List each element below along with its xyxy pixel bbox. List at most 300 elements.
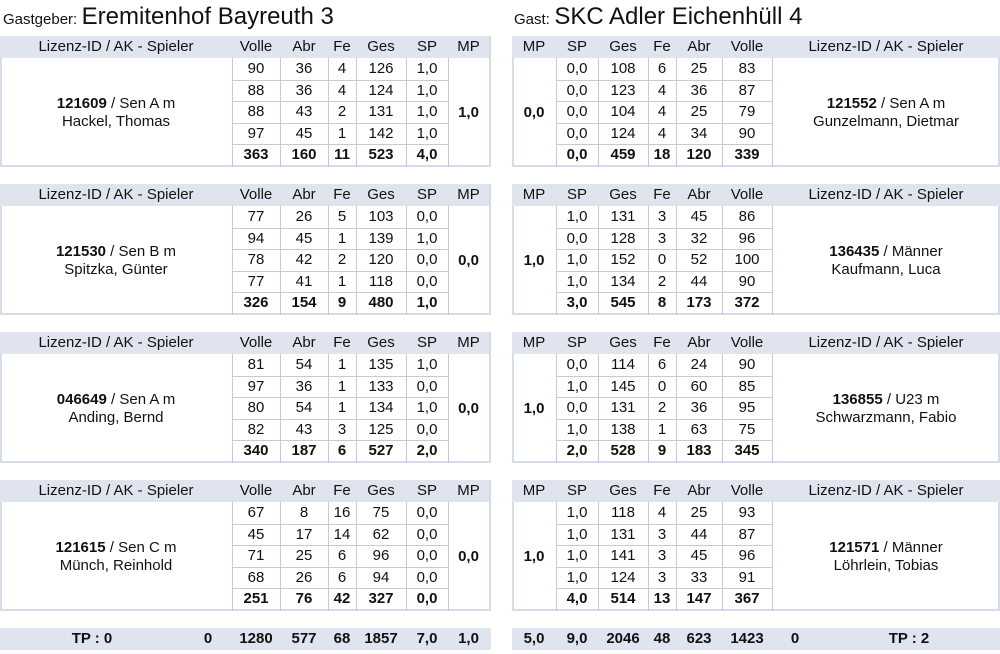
score-cell: 1,0 xyxy=(566,272,588,290)
total-cell: 8 xyxy=(657,294,667,312)
score-cell: 43 xyxy=(295,103,313,121)
column-header: Lizenz-ID / AK - Spieler xyxy=(0,36,232,58)
home-label: Gastgeber: xyxy=(3,11,78,28)
score-cell: 44 xyxy=(690,525,708,543)
home-total-sp: 7,0 xyxy=(416,630,438,647)
score-cell: 26 xyxy=(295,568,313,586)
score-cell: 82 xyxy=(247,420,265,438)
score-cell: 1,0 xyxy=(566,547,588,565)
score-cell: 54 xyxy=(295,399,313,417)
score-cell: 94 xyxy=(372,568,390,586)
age-class: / Sen A m xyxy=(106,95,176,112)
score-cell: 41 xyxy=(295,272,313,290)
column-header: MP xyxy=(448,36,489,58)
score-cell: 103 xyxy=(368,208,394,225)
score-cell: 43 xyxy=(295,420,313,438)
score-cell: 1,0 xyxy=(416,103,438,121)
home-total-zero: 0 xyxy=(203,630,213,647)
column-header: Abr xyxy=(280,184,328,206)
player-name: Löhrlein, Tobias xyxy=(833,557,939,574)
home-total-abr: 577 xyxy=(291,630,317,647)
score-cell: 42 xyxy=(295,251,313,269)
score-cell: 67 xyxy=(247,504,265,521)
score-cell: 131 xyxy=(368,103,394,121)
score-cell: 100 xyxy=(734,251,760,269)
score-cell: 52 xyxy=(690,251,708,269)
score-cell: 6 xyxy=(337,547,347,565)
home-total-fe: 68 xyxy=(333,630,351,647)
score-cell: 0,0 xyxy=(566,229,588,247)
total-cell: 251 xyxy=(243,590,269,608)
column-header: SP xyxy=(556,332,598,354)
score-cell: 120 xyxy=(368,251,394,269)
column-header: Abr xyxy=(280,36,328,58)
score-cell: 16 xyxy=(333,504,351,521)
score-cell: 1,0 xyxy=(416,399,438,417)
player-name: Spitzka, Günter xyxy=(64,261,168,278)
column-header: Abr xyxy=(676,36,722,58)
license-id: 121609 xyxy=(56,95,107,112)
score-cell: 25 xyxy=(690,504,708,521)
score-cell: 45 xyxy=(690,547,708,565)
score-cell: 0,0 xyxy=(416,420,438,438)
score-cell: 3 xyxy=(657,568,667,586)
score-cell: 131 xyxy=(610,399,636,417)
column-header: Volle xyxy=(232,184,280,206)
column-header: MP xyxy=(512,480,556,502)
score-cell: 0,0 xyxy=(566,124,588,142)
player-info xyxy=(0,243,232,279)
score-cell: 91 xyxy=(738,568,756,586)
match-points: 1,0 xyxy=(458,104,479,121)
column-header: SP xyxy=(406,480,448,502)
total-cell: 187 xyxy=(291,442,317,460)
column-header: Volle xyxy=(232,480,280,502)
total-cell: 13 xyxy=(653,590,671,608)
column-header: Lizenz-ID / AK - Spieler xyxy=(772,480,1000,502)
score-cell: 6 xyxy=(337,568,347,586)
column-header: Lizenz-ID / AK - Spieler xyxy=(772,36,1000,58)
score-cell: 1 xyxy=(337,399,347,417)
player-name: Schwarzmann, Fabio xyxy=(815,409,957,426)
match-4-right-block xyxy=(512,480,1000,611)
column-header: Ges xyxy=(356,480,406,502)
score-cell: 25 xyxy=(690,60,708,77)
total-cell: 459 xyxy=(610,146,636,164)
guest-total-volle: 1423 xyxy=(730,630,764,647)
total-cell: 76 xyxy=(295,590,313,608)
total-cell: 527 xyxy=(368,442,394,460)
score-cell: 62 xyxy=(372,525,390,543)
score-cell: 1 xyxy=(657,420,667,438)
score-cell: 60 xyxy=(690,377,708,395)
license-id: 136855 xyxy=(832,391,883,408)
score-cell: 131 xyxy=(610,525,636,543)
score-cell: 139 xyxy=(368,229,394,247)
score-cell: 14 xyxy=(333,525,351,543)
score-cell: 96 xyxy=(738,229,756,247)
guest-team-name: SKC Adler Eichenhüll 4 xyxy=(554,3,803,30)
score-cell: 3 xyxy=(657,208,667,225)
score-cell: 145 xyxy=(610,377,636,395)
age-class: / Sen C m xyxy=(105,539,177,556)
match-points: 0,0 xyxy=(458,400,479,417)
total-cell: 1,0 xyxy=(416,294,438,312)
score-cell: 2 xyxy=(657,399,667,417)
score-cell: 1,0 xyxy=(566,420,588,438)
column-header: Ges xyxy=(598,36,648,58)
column-header: SP xyxy=(406,36,448,58)
score-cell: 142 xyxy=(368,124,394,142)
score-cell: 128 xyxy=(610,229,636,247)
age-class: / Sen B m xyxy=(106,243,177,260)
score-cell: 75 xyxy=(372,504,390,521)
player-name: Hackel, Thomas xyxy=(61,113,171,130)
score-cell: 0,0 xyxy=(416,208,438,225)
score-cell: 133 xyxy=(368,377,394,395)
score-cell: 97 xyxy=(247,377,265,395)
score-cell: 4 xyxy=(657,103,667,121)
column-header: Abr xyxy=(676,480,722,502)
score-cell: 24 xyxy=(690,356,708,373)
score-cell: 0,0 xyxy=(416,504,438,521)
home-total-mp: 1,0 xyxy=(458,630,479,647)
score-cell: 44 xyxy=(690,272,708,290)
match-2-left-block xyxy=(0,184,491,315)
column-header: SP xyxy=(556,480,598,502)
score-cell: 0,0 xyxy=(416,568,438,586)
player-info xyxy=(772,391,1000,427)
column-header: Ges xyxy=(356,36,406,58)
score-cell: 118 xyxy=(611,504,635,521)
score-cell: 71 xyxy=(247,547,265,565)
player-name: Anding, Bernd xyxy=(68,409,164,426)
score-cell: 25 xyxy=(295,547,313,565)
match-points: 0,0 xyxy=(458,548,479,565)
column-header: Ges xyxy=(598,332,648,354)
score-cell: 0,0 xyxy=(416,377,438,395)
score-cell: 36 xyxy=(295,377,313,395)
total-cell: 326 xyxy=(243,294,269,312)
total-cell: 6 xyxy=(337,442,347,460)
score-cell: 77 xyxy=(247,208,265,225)
score-cell: 124 xyxy=(610,124,636,142)
match-1-right-block xyxy=(512,36,1000,167)
column-header: Abr xyxy=(676,332,722,354)
score-cell: 4 xyxy=(657,81,667,99)
score-cell: 1,0 xyxy=(416,60,438,77)
total-cell: 9 xyxy=(657,442,667,460)
age-class: / Sen A m xyxy=(876,95,946,112)
score-cell: 0,0 xyxy=(566,399,588,417)
home-total-ges: 1857 xyxy=(364,630,398,647)
score-cell: 6 xyxy=(657,356,667,373)
score-cell: 45 xyxy=(295,124,313,142)
total-cell: 0,0 xyxy=(416,590,438,608)
score-cell: 97 xyxy=(247,124,265,142)
score-cell: 80 xyxy=(247,399,265,417)
score-cell: 134 xyxy=(368,399,394,417)
score-cell: 1 xyxy=(337,356,347,373)
score-cell: 104 xyxy=(610,103,636,121)
score-cell: 1,0 xyxy=(566,525,588,543)
score-cell: 77 xyxy=(247,272,265,290)
score-cell: 123 xyxy=(610,81,636,99)
score-cell: 26 xyxy=(295,208,313,225)
score-cell: 94 xyxy=(247,229,265,247)
guest-label: Gast: xyxy=(514,11,550,28)
total-cell: 345 xyxy=(734,442,760,460)
column-header: Ges xyxy=(356,184,406,206)
player-name: Gunzelmann, Dietmar xyxy=(813,113,959,130)
score-cell: 0,0 xyxy=(566,81,588,99)
column-header: SP xyxy=(556,36,598,58)
match-3-right-block xyxy=(512,332,1000,463)
score-cell: 45 xyxy=(295,229,313,247)
score-cell: 152 xyxy=(610,251,636,269)
score-cell: 17 xyxy=(295,525,313,543)
column-header: Abr xyxy=(280,480,328,502)
column-header: Lizenz-ID / AK - Spieler xyxy=(0,480,232,502)
column-header: Abr xyxy=(676,184,722,206)
score-cell: 0,0 xyxy=(416,251,438,269)
home-total-volle: 1280 xyxy=(239,630,273,647)
score-cell: 1,0 xyxy=(566,504,588,521)
player-info xyxy=(0,391,232,427)
score-cell: 45 xyxy=(247,525,265,543)
match-1-left-block xyxy=(0,36,491,167)
guest-total-fe: 48 xyxy=(653,630,671,647)
home-tp: TP : 0 xyxy=(71,630,113,647)
score-cell: 108 xyxy=(610,60,636,77)
column-header: Abr xyxy=(280,332,328,354)
column-header: MP xyxy=(512,184,556,206)
score-cell: 4 xyxy=(337,81,347,99)
total-cell: 514 xyxy=(610,590,636,608)
column-header: Fe xyxy=(648,36,676,58)
score-cell: 96 xyxy=(372,547,390,565)
column-header: Ges xyxy=(598,480,648,502)
column-header: Volle xyxy=(722,332,772,354)
score-cell: 32 xyxy=(690,229,708,247)
column-header: Fe xyxy=(648,332,676,354)
total-cell: 327 xyxy=(368,590,394,608)
score-cell: 88 xyxy=(247,81,265,99)
match-4-left-block xyxy=(0,480,491,611)
guest-header xyxy=(514,2,802,32)
total-cell: 173 xyxy=(686,294,712,312)
column-header: MP xyxy=(448,332,489,354)
guest-total-abr: 623 xyxy=(686,630,712,647)
score-cell: 90 xyxy=(738,124,756,142)
score-cell: 36 xyxy=(690,399,708,417)
player-info xyxy=(772,539,1000,575)
score-cell: 86 xyxy=(738,208,756,225)
guest-tp: TP : 2 xyxy=(888,630,930,647)
total-cell: 340 xyxy=(243,442,269,460)
column-header: SP xyxy=(406,332,448,354)
score-cell: 79 xyxy=(738,103,756,121)
score-cell: 36 xyxy=(295,60,313,77)
score-cell: 88 xyxy=(247,103,265,121)
score-cell: 134 xyxy=(610,272,636,290)
column-header: Volle xyxy=(722,36,772,58)
score-cell: 36 xyxy=(295,81,313,99)
score-cell: 2 xyxy=(337,251,347,269)
total-cell: 183 xyxy=(686,442,712,460)
match-points: 0,0 xyxy=(523,104,545,121)
score-cell: 1,0 xyxy=(566,377,588,395)
match-2-right-block xyxy=(512,184,1000,315)
guest-total-zero: 0 xyxy=(790,630,800,647)
total-cell: 147 xyxy=(686,590,712,608)
match-points: 0,0 xyxy=(458,252,479,269)
score-cell: 75 xyxy=(738,420,756,438)
column-header: Fe xyxy=(648,184,676,206)
score-cell: 83 xyxy=(738,60,756,77)
score-cell: 8 xyxy=(299,504,309,521)
match-3-left-block xyxy=(0,332,491,463)
score-cell: 45 xyxy=(690,208,708,225)
total-cell: 363 xyxy=(243,146,269,164)
score-cell: 0 xyxy=(657,377,667,395)
column-header: Volle xyxy=(722,480,772,502)
total-cell: 2,0 xyxy=(566,442,588,460)
column-header: Fe xyxy=(328,184,356,206)
score-cell: 68 xyxy=(247,568,265,586)
score-cell: 36 xyxy=(690,81,708,99)
score-cell: 131 xyxy=(610,208,636,225)
score-cell: 87 xyxy=(738,81,756,99)
score-cell: 135 xyxy=(368,356,394,373)
column-header: SP xyxy=(406,184,448,206)
total-cell: 160 xyxy=(291,146,317,164)
score-cell: 3 xyxy=(337,420,347,438)
total-cell: 120 xyxy=(686,146,712,164)
score-cell: 90 xyxy=(738,272,756,290)
license-id: 121530 xyxy=(55,243,107,260)
total-cell: 367 xyxy=(734,590,760,608)
score-cell: 1,0 xyxy=(416,356,438,373)
score-cell: 54 xyxy=(295,356,313,373)
home-header xyxy=(3,2,334,32)
score-cell: 78 xyxy=(247,251,265,269)
score-cell: 1,0 xyxy=(566,208,588,225)
total-cell: 11 xyxy=(334,146,350,164)
player-info xyxy=(0,539,232,575)
score-cell: 2 xyxy=(657,272,667,290)
player-info xyxy=(0,95,232,131)
score-cell: 85 xyxy=(738,377,756,395)
score-cell: 1,0 xyxy=(416,81,438,99)
score-cell: 90 xyxy=(738,356,756,373)
score-cell: 1,0 xyxy=(416,229,438,247)
column-header: MP xyxy=(512,332,556,354)
guest-totals-bar xyxy=(512,628,1000,650)
column-header: Fe xyxy=(328,480,356,502)
license-id: 136435 xyxy=(829,243,880,260)
score-cell: 1,0 xyxy=(416,124,438,142)
score-cell: 0,0 xyxy=(566,60,588,77)
score-cell: 118 xyxy=(369,272,393,290)
total-cell: 372 xyxy=(734,294,760,312)
score-cell: 93 xyxy=(738,504,756,521)
age-class: / Männer xyxy=(879,243,943,260)
score-cell: 90 xyxy=(247,60,265,77)
score-cell: 138 xyxy=(610,420,636,438)
score-cell: 124 xyxy=(610,568,636,586)
match-points: 1,0 xyxy=(523,400,545,417)
total-cell: 480 xyxy=(368,294,394,312)
score-cell: 33 xyxy=(690,568,708,586)
column-header: SP xyxy=(556,184,598,206)
score-cell: 34 xyxy=(690,124,708,142)
age-class: / Sen A m xyxy=(106,391,176,408)
score-cell: 1 xyxy=(337,377,347,395)
column-header: MP xyxy=(512,36,556,58)
score-cell: 2 xyxy=(337,103,347,121)
license-id: 046649 xyxy=(56,391,107,408)
score-cell: 87 xyxy=(738,525,756,543)
age-class: / Männer xyxy=(879,539,943,556)
home-totals-bar xyxy=(0,628,491,650)
score-cell: 1 xyxy=(337,272,347,290)
total-cell: 3,0 xyxy=(566,294,588,312)
player-name: Kaufmann, Luca xyxy=(831,261,941,278)
score-cell: 81 xyxy=(247,356,265,373)
total-cell: 18 xyxy=(653,146,671,164)
total-cell: 523 xyxy=(368,146,394,164)
score-cell: 141 xyxy=(610,547,636,565)
score-cell: 25 xyxy=(690,103,708,121)
total-cell: 545 xyxy=(610,294,636,312)
home-team-name: Eremitenhof Bayreuth 3 xyxy=(81,3,334,30)
column-header: Lizenz-ID / AK - Spieler xyxy=(772,332,1000,354)
total-cell: 528 xyxy=(610,442,636,460)
match-points: 1,0 xyxy=(523,252,545,269)
score-cell: 114 xyxy=(611,356,635,373)
score-cell: 0,0 xyxy=(566,356,588,373)
score-cell: 96 xyxy=(738,547,756,565)
guest-total-sp: 9,0 xyxy=(566,630,588,647)
license-id: 121552 xyxy=(826,95,877,112)
column-header: Fe xyxy=(328,332,356,354)
score-cell: 1 xyxy=(337,229,347,247)
license-id: 121615 xyxy=(55,539,106,556)
column-header: MP xyxy=(448,480,489,502)
column-header: Ges xyxy=(598,184,648,206)
column-header: Fe xyxy=(328,36,356,58)
score-cell: 4 xyxy=(337,60,347,77)
score-cell: 0,0 xyxy=(566,103,588,121)
column-header: Fe xyxy=(648,480,676,502)
license-id: 121571 xyxy=(829,539,880,556)
player-info xyxy=(772,243,1000,279)
column-header: Lizenz-ID / AK - Spieler xyxy=(0,184,232,206)
column-header: Ges xyxy=(356,332,406,354)
total-cell: 9 xyxy=(337,294,347,312)
score-cell: 0 xyxy=(657,251,667,269)
score-cell: 124 xyxy=(368,81,394,99)
score-cell: 1,0 xyxy=(566,251,588,269)
score-cell: 95 xyxy=(738,399,756,417)
age-class: / U23 m xyxy=(882,391,940,408)
score-cell: 3 xyxy=(657,525,667,543)
score-cell: 0,0 xyxy=(416,547,438,565)
match-points: 1,0 xyxy=(523,548,545,565)
total-cell: 2,0 xyxy=(416,442,438,460)
column-header: Lizenz-ID / AK - Spieler xyxy=(772,184,1000,206)
